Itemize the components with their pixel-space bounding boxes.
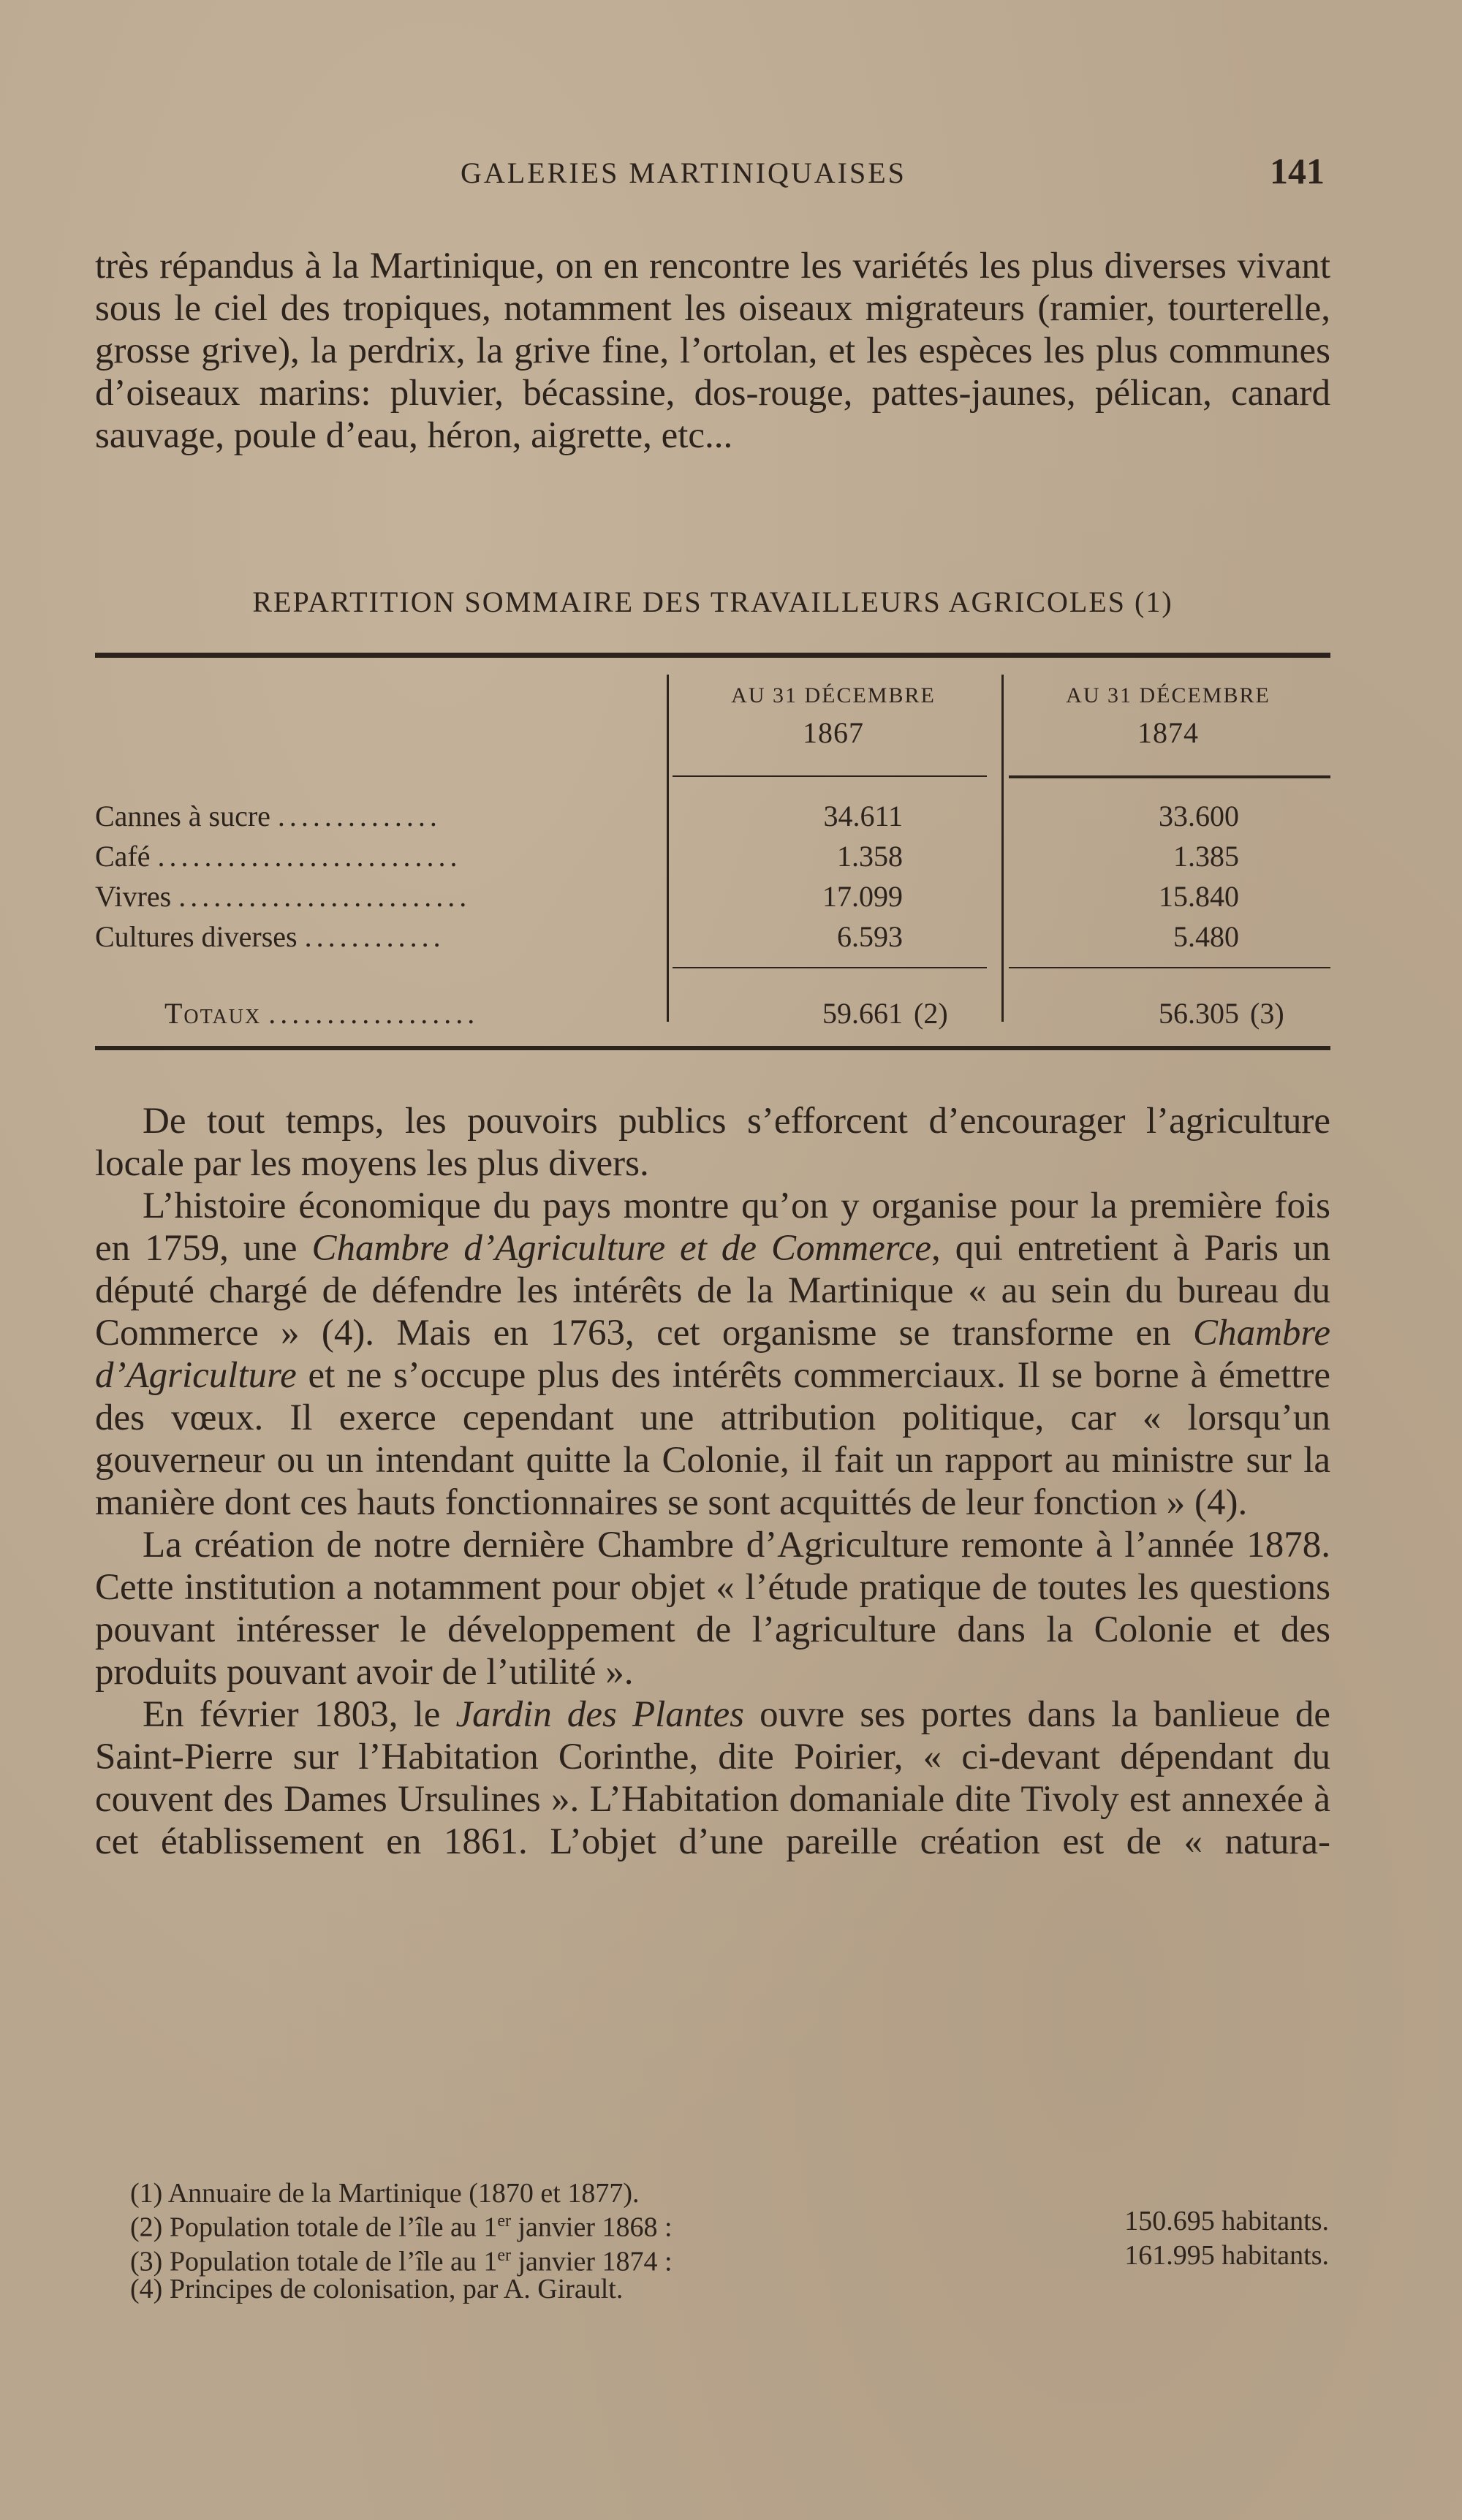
leader-dots: .......................... (157, 840, 462, 873)
intro-paragraph (95, 245, 1330, 457)
value-1874: 15.840 (1159, 880, 1239, 913)
italic-title: Chambre d’Agriculture et de Commerce (311, 1228, 931, 1269)
total-1874-note: (3) (1250, 997, 1284, 1030)
value-1867: 1.358 (837, 840, 903, 873)
total-1874: 56.305 (1159, 997, 1239, 1030)
footnote-value: 150.695 habitants. (1124, 2206, 1329, 2236)
row-label: Cultures diverses (95, 920, 298, 953)
page-header (95, 150, 1330, 194)
paragraph-4: En février 1803, le Jardin des Plantes ouvre ses portes dans la banlieue de Saint-Pierre sur l’Habitation Corinthe, dite Poirier, « ci-devant dépendant du couvent des Dames Ursulines ». L’Habitation domaniale dite Tivoly est annexée à cet établissement en 1861. L’objet d’une pareille création est de « natura- (95, 1694, 1331, 1862)
value-1874: 1.385 (1173, 840, 1239, 873)
table-row (95, 799, 1330, 837)
totals-rule-2 (1009, 967, 1330, 968)
totals-rule-1 (673, 967, 987, 968)
value-1867: 17.099 (822, 880, 903, 913)
value-1867: 34.611 (823, 800, 903, 832)
totals-label: Totaux (164, 997, 262, 1030)
totals-row (95, 996, 1330, 1034)
value-1867: 6.593 (837, 920, 903, 953)
paragraph-3: La création de notre dernière Chambre d’Agriculture remonte à l’année 1878. Cette institution a notamment pour objet « l’étude pratique de toutes les questions pouvant intéresser le développement de l’agriculture dans la Colonie et des produits pouvant avoir de l’utilité ». (95, 1525, 1330, 1693)
leader-dots: .................. (268, 997, 480, 1030)
intro-text: très répandus à la Martinique, on en rencontre les variétés les plus diverses vivant sous le ciel des tropiques, notamment les oiseaux migrateurs (ramier, tourterelle, grosse grive), la perdrix, la grive fine, l’ortolan, et les espèces les plus communes d’oiseaux marins: pluvier, bécassine, dos-rouge, pattes-jaunes, pélican, canard sauvage, poule d’eau, héron, aigrette, etc... (95, 246, 1330, 456)
footnote-2: (2) Population totale de l’île au 1er janvier 1868 : 150.695 habitants. (130, 2206, 1329, 2243)
header-1867-year: 1867 (803, 716, 864, 749)
row-label: Vivres (95, 880, 172, 913)
header-underline-1 (673, 775, 987, 777)
header-1867 (673, 683, 994, 750)
header-underline-2 (1009, 775, 1330, 778)
table-title: REPARTITION SOMMAIRE DES TRAVAILLEURS AGRICOLES (1) (252, 585, 1173, 618)
page-number: 141 (1270, 151, 1325, 191)
table-row (95, 839, 1330, 877)
table-bottom-rule (95, 1046, 1330, 1050)
table-top-rule (95, 653, 1330, 658)
footnotes (130, 2179, 1329, 2303)
header-1874 (1007, 683, 1329, 750)
footnote-4: (4) Principes de colonisation, par A. Girault. (130, 2274, 624, 2305)
paragraph-1: De tout temps, les pouvoirs publics s’efforcent d’encourager l’agriculture locale par les moyens les plus divers. (95, 1101, 1330, 1184)
footnote-3: (3) Population totale de l’île au 1er janvier 1874 : 161.995 habitants. (130, 2239, 1329, 2277)
value-1874: 5.480 (1173, 920, 1239, 953)
paragraph-2: L’histoire économique du pays montre qu’on y organise pour la première fois en 1759, une Chambre d’Agriculture et de Commerce, qui entretient à Paris un député chargé de défendre les intérêts de la Martinique « au sein du bureau du Commerce » (4). Mais en 1763, cet organisme se transforme en Chambre d’Agriculture et ne s’occupe plus des intérêts commerciaux. Il se borne à émettre des vœux. Il exerce cependant une attribution politique, car « lorsqu’un gouverneur ou un intendant quitte la Colonie, il fait un rapport au ministre sur la manière dont ces hauts fonctionnaires se sont acquittés de leur fonction » (4). (95, 1185, 1330, 1523)
footnote-value: 161.995 habitants. (1124, 2239, 1329, 2271)
header-1867-date: AU 31 DÉCEMBRE (731, 683, 936, 707)
body-text (95, 1100, 1330, 1863)
italic-title: Jardin des Plantes (455, 1694, 744, 1735)
leader-dots: ............ (304, 920, 445, 953)
table-row (95, 919, 1330, 957)
header-1874-date: AU 31 DÉCEMBRE (1066, 683, 1270, 707)
row-label: Café (95, 840, 151, 873)
table-row (95, 879, 1330, 917)
total-1867: 59.661 (822, 997, 903, 1030)
row-label: Cannes à sucre (95, 800, 270, 832)
italic-title: Chambre d’Agriculture (95, 1313, 1330, 1396)
leader-dots: .............. (277, 800, 442, 832)
workers-table (95, 653, 1330, 1058)
running-title: GALERIES MARTINIQUAISES (461, 156, 906, 189)
total-1867-note: (2) (914, 997, 948, 1030)
leader-dots: ......................... (178, 880, 471, 913)
footnote-1: (1) Annuaire de la Martinique (1870 et 1877). (130, 2178, 640, 2209)
value-1874: 33.600 (1159, 800, 1239, 832)
header-1874-year: 1874 (1137, 716, 1199, 749)
